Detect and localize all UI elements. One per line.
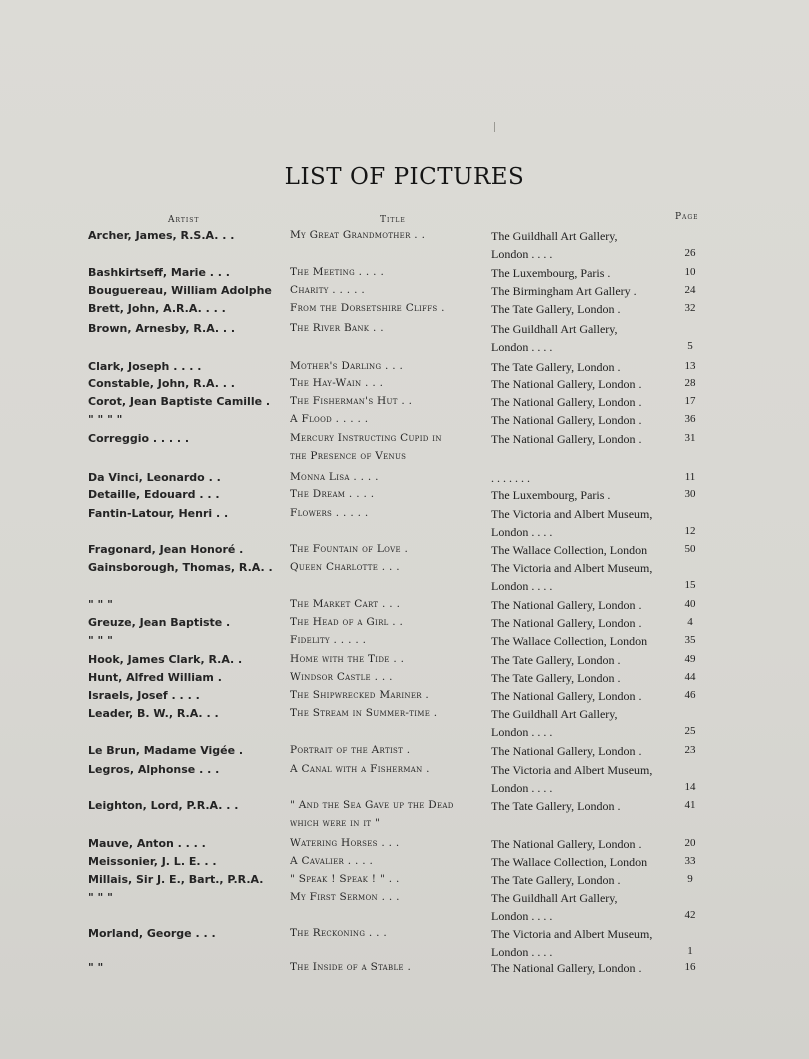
entry-artist: Archer, James, R.S.A. . . <box>88 229 235 242</box>
paper-mark <box>494 122 495 132</box>
entry-title: The Inside of a Stable . <box>290 961 412 973</box>
list-item <box>0 671 809 689</box>
entry-gallery-continued: London . . . . <box>491 579 553 593</box>
entry-title: Mother's Darling . . . <box>290 360 404 372</box>
entry-artist: Leighton, Lord, P.R.A. . . <box>88 799 239 812</box>
list-item <box>0 961 809 979</box>
entry-artist: Israels, Josef . . . . <box>88 689 200 702</box>
entry-artist: Corot, Jean Baptiste Camille . <box>88 395 271 408</box>
entry-page-number: 35 <box>684 634 696 646</box>
entry-page-number: 32 <box>684 302 696 314</box>
column-header-artist: Artist <box>168 215 200 225</box>
entry-artist: Brown, Arnesby, R.A. . . <box>88 322 236 335</box>
entry-gallery: The National Gallery, London . <box>491 616 642 630</box>
entry-page-number: 49 <box>684 653 696 665</box>
entry-gallery-continued: London . . . . <box>491 781 553 795</box>
entry-gallery: The Guildhall Art Gallery, <box>491 229 618 243</box>
entry-gallery-continued: London . . . . <box>491 525 553 539</box>
entry-page-number: 30 <box>684 488 696 500</box>
entry-artist: Fragonard, Jean Honoré . <box>88 543 244 556</box>
entry-page-number: 16 <box>684 961 696 973</box>
entry-title-continued: which were in it " <box>290 817 381 829</box>
entry-gallery-continued: London . . . . <box>491 247 553 261</box>
entry-title: The Market Cart . . . <box>290 598 401 610</box>
entry-artist: Correggio . . . . . <box>88 432 190 445</box>
entry-page-number: 14 <box>684 781 696 793</box>
entry-title: Watering Horses . . . <box>290 837 400 849</box>
entry-artist: " " " " <box>88 413 123 426</box>
entry-title: The Hay-Wain . . . <box>290 377 384 389</box>
list-item <box>0 707 809 739</box>
list-item <box>0 266 809 284</box>
list-item <box>0 432 809 462</box>
list-item <box>0 377 809 395</box>
entry-gallery: . . . . . . . <box>491 471 530 485</box>
entry-gallery: The Tate Gallery, London . <box>491 360 621 374</box>
entry-artist: Bouguereau, William Adolphe <box>88 284 272 297</box>
entry-gallery: The National Gallery, London . <box>491 413 642 427</box>
entry-title: " And the Sea Gave up the Dead <box>290 799 454 811</box>
entry-gallery: The National Gallery, London . <box>491 598 642 612</box>
entry-gallery: The National Gallery, London . <box>491 744 642 758</box>
entry-page-number: 12 <box>684 525 696 537</box>
entry-title: The Fountain of Love . <box>290 543 409 555</box>
list-item <box>0 471 809 489</box>
entry-page-number: 44 <box>684 671 696 683</box>
entry-title: The River Bank . . <box>290 322 384 334</box>
entry-artist: " " " <box>88 891 113 904</box>
entry-title: Monna Lisa . . . . <box>290 471 379 483</box>
entry-page-number: 13 <box>684 360 696 372</box>
list-item <box>0 598 809 616</box>
entry-gallery: The Tate Gallery, London . <box>491 671 621 685</box>
entry-artist: Leader, B. W., R.A. . . <box>88 707 219 720</box>
entry-page-number: 50 <box>684 543 696 555</box>
list-item <box>0 744 809 762</box>
entry-title: Mercury Instructing Cupid in <box>290 432 442 444</box>
entry-gallery: The Tate Gallery, London . <box>491 302 621 316</box>
entry-title: Home with the Tide . . <box>290 653 405 665</box>
entry-gallery: The Wallace Collection, London <box>491 855 648 869</box>
list-item <box>0 799 809 829</box>
entry-gallery: The Tate Gallery, London . <box>491 653 621 667</box>
entry-page-number: 28 <box>684 377 696 389</box>
list-item <box>0 891 809 923</box>
list-item <box>0 927 809 959</box>
entry-artist: Mauve, Anton . . . . <box>88 837 206 850</box>
entry-artist: Le Brun, Madame Vigée . <box>88 744 244 757</box>
entry-title-continued: the Presence of Venus <box>290 450 407 462</box>
entry-page-number: 36 <box>684 413 696 425</box>
entry-gallery: The Guildhall Art Gallery, <box>491 707 618 721</box>
entry-gallery: The Guildhall Art Gallery, <box>491 891 618 905</box>
entry-title: Flowers . . . . . <box>290 507 369 519</box>
entry-title: Windsor Castle . . . <box>290 671 393 683</box>
entry-gallery-continued: London . . . . <box>491 909 553 923</box>
entry-artist: " " " <box>88 634 113 647</box>
entry-gallery: The National Gallery, London . <box>491 395 642 409</box>
entry-title: The Reckoning . . . <box>290 927 388 939</box>
entry-title: Fidelity . . . . . <box>290 634 367 646</box>
list-item <box>0 837 809 855</box>
entry-gallery: The National Gallery, London . <box>491 689 642 703</box>
entry-page-number: 40 <box>684 598 696 610</box>
entry-artist: Detaille, Edouard . . . <box>88 488 220 501</box>
entry-page-number: 5 <box>687 340 693 352</box>
list-item <box>0 616 809 634</box>
entry-title: The Stream in Summer-time . <box>290 707 438 719</box>
entry-artist: Greuze, Jean Baptiste . <box>88 616 231 629</box>
entry-title: The Head of a Girl . . <box>290 616 404 628</box>
entry-artist: Legros, Alphonse . . . <box>88 763 220 776</box>
entry-gallery: The Wallace Collection, London <box>491 634 648 648</box>
list-item <box>0 360 809 378</box>
entry-title: My Great Grandmother . . <box>290 229 426 241</box>
entry-title: A Flood . . . . . <box>290 413 369 425</box>
entry-page-number: 33 <box>684 855 696 867</box>
entry-gallery: The Tate Gallery, London . <box>491 799 621 813</box>
entry-page-number: 11 <box>684 471 696 483</box>
list-item <box>0 855 809 873</box>
entry-title: Charity . . . . . <box>290 284 365 296</box>
entry-artist: Brett, John, A.R.A. . . . <box>88 302 226 315</box>
entry-title: The Meeting . . . . <box>290 266 385 278</box>
page-title: LIST OF PICTURES <box>284 164 525 190</box>
entry-gallery: The National Gallery, London . <box>491 432 642 446</box>
entry-title: Portrait of the Artist . <box>290 744 411 756</box>
entry-artist: Meissonier, J. L. E. . . <box>88 855 217 868</box>
entry-page-number: 20 <box>684 837 696 849</box>
entry-page-number: 1 <box>687 945 693 957</box>
entry-gallery: The National Gallery, London . <box>491 377 642 391</box>
entry-gallery: The Tate Gallery, London . <box>491 873 621 887</box>
entry-artist: Constable, John, R.A. . . <box>88 377 235 390</box>
list-item <box>0 488 809 506</box>
entry-title: The Dream . . . . <box>290 488 375 500</box>
entry-gallery-continued: London . . . . <box>491 725 553 739</box>
entry-page-number: 25 <box>684 725 696 737</box>
entry-gallery-continued: London . . . . <box>491 340 553 354</box>
list-item <box>0 395 809 413</box>
entry-gallery: The Victoria and Albert Museum, <box>491 763 653 777</box>
entry-title: My First Sermon . . . <box>290 891 400 903</box>
entry-page-number: 42 <box>684 909 696 921</box>
entry-artist: Da Vinci, Leonardo . . <box>88 471 221 484</box>
entry-artist: Hunt, Alfred William . <box>88 671 222 684</box>
entry-artist: Fantin-Latour, Henri . . <box>88 507 229 520</box>
entry-title: A Canal with a Fisherman . <box>290 763 430 775</box>
entry-artist: " " " <box>88 598 113 611</box>
entry-artist: " " <box>88 961 104 974</box>
entry-artist: Hook, James Clark, R.A. . <box>88 653 243 666</box>
entry-page-number: 17 <box>684 395 696 407</box>
entry-gallery: The Victoria and Albert Museum, <box>491 561 653 575</box>
entry-page-number: 10 <box>684 266 696 278</box>
entry-page-number: 4 <box>687 616 693 628</box>
entry-page-number: 23 <box>684 744 696 756</box>
entry-page-number: 9 <box>687 873 693 885</box>
entry-artist: Morland, George . . . <box>88 927 216 940</box>
entry-artist: Millais, Sir J. E., Bart., P.R.A. <box>88 873 264 886</box>
list-item <box>0 302 809 320</box>
entry-title: " Speak ! Speak ! " . . <box>290 873 400 885</box>
entry-gallery: The Birmingham Art Gallery . <box>491 284 637 298</box>
entry-page-number: 46 <box>684 689 696 701</box>
list-item <box>0 543 809 561</box>
entry-gallery: The National Gallery, London . <box>491 961 642 975</box>
list-item <box>0 284 809 302</box>
list-item <box>0 653 809 671</box>
entry-page-number: 24 <box>684 284 696 296</box>
list-item <box>0 689 809 707</box>
list-item <box>0 229 809 261</box>
entry-gallery-continued: London . . . . <box>491 945 553 959</box>
entry-page-number: 31 <box>684 432 696 444</box>
entry-gallery: The Luxembourg, Paris . <box>491 266 611 280</box>
list-item <box>0 873 809 891</box>
entry-artist: Bashkirtseff, Marie . . . <box>88 266 230 279</box>
list-item <box>0 763 809 795</box>
entry-gallery: The Luxembourg, Paris . <box>491 488 611 502</box>
entry-page-number: 26 <box>684 247 696 259</box>
entry-gallery: The Wallace Collection, London <box>491 543 648 557</box>
column-header-title: Title <box>380 215 406 225</box>
entry-title: Queen Charlotte . . . <box>290 561 400 573</box>
entry-artist: Clark, Joseph . . . . <box>88 360 202 373</box>
list-item <box>0 413 809 431</box>
list-item <box>0 561 809 593</box>
entry-artist: Gainsborough, Thomas, R.A. . <box>88 561 273 574</box>
entry-title: The Shipwrecked Mariner . <box>290 689 430 701</box>
entry-title: A Cavalier . . . . <box>290 855 374 867</box>
list-item <box>0 507 809 539</box>
entry-gallery: The National Gallery, London . <box>491 837 642 851</box>
entry-page-number: 41 <box>684 799 696 811</box>
entry-title: From the Dorsetshire Cliffs . <box>290 302 445 314</box>
list-item <box>0 322 809 354</box>
entry-title: The Fisherman's Hut . . <box>290 395 413 407</box>
entry-page-number: 15 <box>684 579 696 591</box>
column-header-page: Page <box>675 212 699 222</box>
entry-gallery: The Guildhall Art Gallery, <box>491 322 618 336</box>
list-item <box>0 634 809 652</box>
entry-gallery: The Victoria and Albert Museum, <box>491 507 653 521</box>
entry-gallery: The Victoria and Albert Museum, <box>491 927 653 941</box>
